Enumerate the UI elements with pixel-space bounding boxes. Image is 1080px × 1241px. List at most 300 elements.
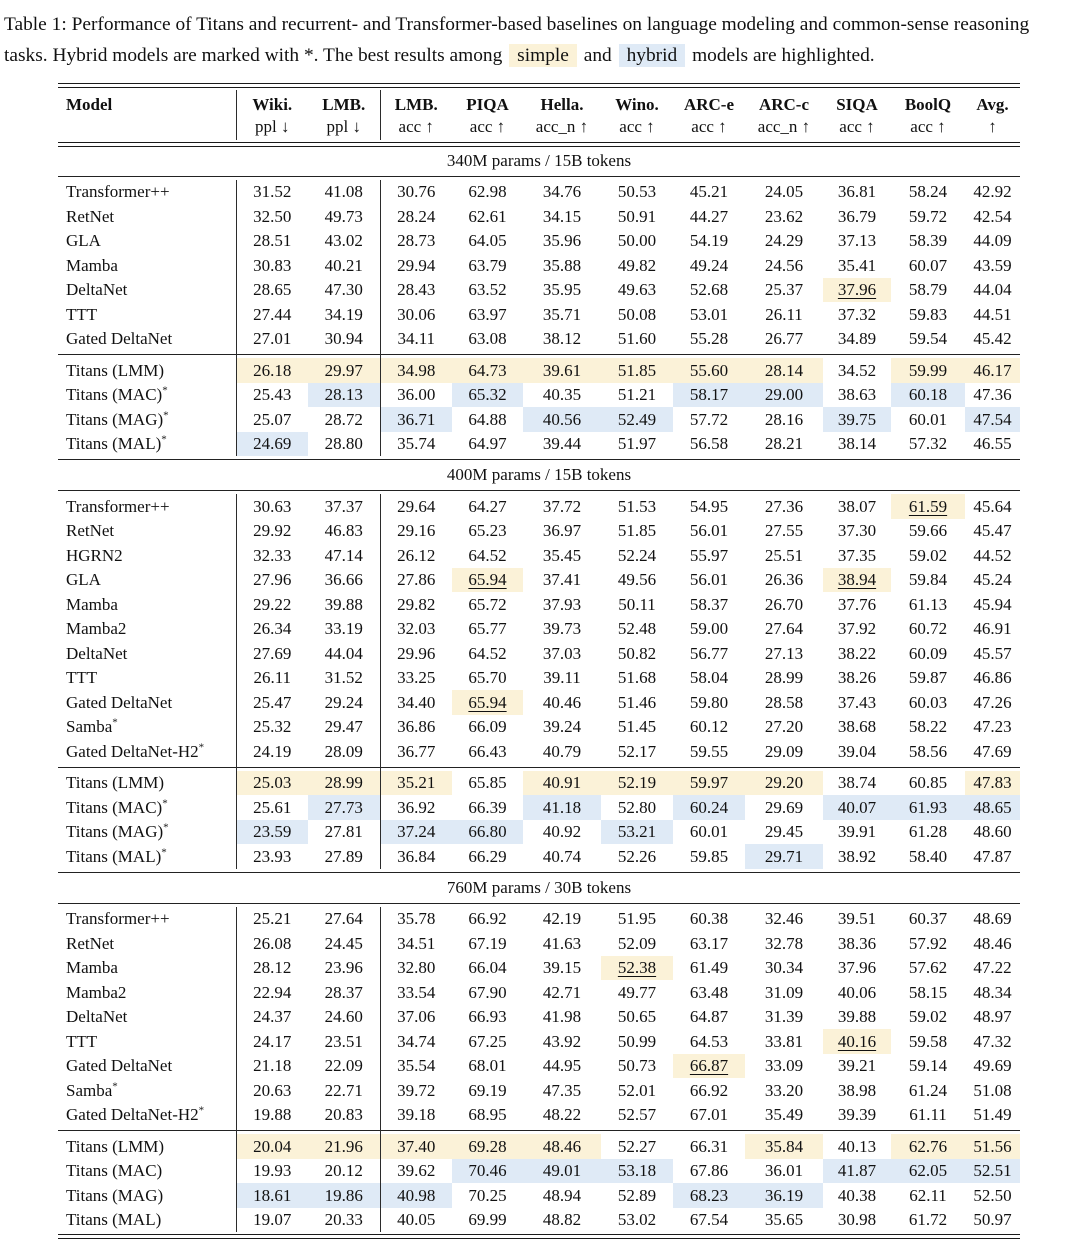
cell-arcc_accn: 29.09: [764, 741, 804, 761]
cell-wiki_ppl: 23.59: [236, 820, 308, 845]
cell-lmb_ppl: 44.04: [324, 643, 363, 663]
cell-arce_acc: 60.24: [673, 795, 745, 820]
cell-siqa_acc: 37.32: [837, 304, 877, 324]
cell-lmb_ppl: 20.33: [324, 1210, 363, 1230]
header-row-sub: [58, 116, 1020, 140]
table-row: [58, 327, 1020, 352]
cell-piqa_acc: 66.93: [468, 1007, 507, 1027]
cell-siqa_acc: 38.68: [837, 717, 877, 737]
model-name: Titans (MAG)*: [66, 408, 169, 429]
cell-arce_acc: 64.87: [689, 1007, 729, 1027]
cell-wino_acc: 52.57: [617, 1105, 657, 1125]
cell-wino_acc: 51.97: [617, 434, 657, 454]
cell-piqa_acc: 65.94: [452, 568, 523, 593]
cell-lmb_ppl: 23.51: [324, 1031, 363, 1051]
caption-text-tail: models are highlighted.: [687, 45, 875, 67]
cell-wino_acc: 52.09: [617, 933, 657, 953]
cell-piqa_acc: 66.09: [468, 717, 507, 737]
cell-wiki_ppl: 26.08: [236, 931, 308, 956]
cell-siqa_acc: 37.96: [837, 958, 877, 978]
cell-avg: 49.69: [973, 1056, 1012, 1076]
cell-siqa_acc: 37.13: [837, 231, 877, 251]
cell-wino_acc: 50.00: [617, 231, 657, 251]
rule-line: [237, 354, 380, 355]
cell-siqa_acc: 39.21: [837, 1056, 877, 1076]
cell-arcc_accn: 35.65: [764, 1210, 804, 1230]
cell-arce_acc: 58.17: [673, 383, 745, 408]
cell-arce_acc: 58.04: [689, 668, 729, 688]
column-subheader-lmb_acc: acc ↑: [380, 116, 452, 140]
cell-arcc_accn: 28.21: [764, 434, 804, 454]
table-row: [58, 690, 1020, 715]
cell-avg: 44.04: [973, 280, 1012, 300]
cell-arcc_accn: 28.16: [764, 409, 804, 429]
cell-lmb_acc: 33.54: [380, 980, 452, 1005]
cell-wiki_ppl: 25.32: [236, 715, 308, 740]
cell-siqa_acc: 39.04: [837, 741, 877, 761]
cell-wiki_ppl: 32.33: [236, 543, 308, 568]
asterisk-marker: *: [162, 796, 168, 809]
table-row: [58, 180, 1020, 205]
cell-avg: 47.22: [973, 958, 1012, 978]
model-name: Transformer++: [66, 496, 170, 516]
horizontal-rule: [58, 487, 1020, 494]
cell-piqa_acc: 64.27: [468, 496, 507, 516]
cell-wiki_ppl: 27.01: [236, 327, 308, 352]
cell-lmb_acc: 35.54: [380, 1054, 452, 1079]
cell-avg: 47.69: [973, 741, 1012, 761]
cell-wino_acc: 53.02: [617, 1210, 657, 1230]
horizontal-rule: [58, 351, 236, 358]
rule-line: [381, 767, 1021, 768]
cell-boolq_acc: 58.15: [908, 982, 948, 1002]
cell-lmb_acc: 30.76: [380, 180, 452, 205]
cell-lmb_ppl: 29.97: [308, 358, 380, 383]
cell-arce_acc: 54.19: [689, 231, 729, 251]
cell-lmb_acc: 36.84: [380, 844, 452, 869]
cell-arce_acc: 56.01: [689, 521, 729, 541]
cell-boolq_acc: 61.13: [908, 594, 948, 614]
cell-wino_acc: 50.73: [617, 1056, 657, 1076]
cell-avg: 47.36: [973, 385, 1012, 405]
results-table: [58, 81, 1020, 1241]
column-header-arcc_accn: ARC-c: [758, 95, 810, 115]
cell-avg: 42.92: [973, 182, 1012, 202]
cell-lmb_ppl: 34.19: [324, 304, 363, 324]
cell-boolq_acc: 59.99: [891, 358, 965, 383]
cell-wino_acc: 51.95: [617, 909, 657, 929]
cell-boolq_acc: 59.02: [908, 1007, 948, 1027]
cell-siqa_acc: 38.07: [837, 496, 877, 516]
cell-arce_acc: 45.21: [689, 182, 729, 202]
cell-boolq_acc: 59.72: [908, 206, 948, 226]
cell-piqa_acc: 62.98: [468, 182, 507, 202]
cell-lmb_acc: 34.40: [380, 690, 452, 715]
cell-wino_acc: 51.45: [617, 717, 657, 737]
table-row: [58, 617, 1020, 642]
cell-hella_accn: 39.61: [523, 358, 601, 383]
cell-siqa_acc: 38.63: [837, 385, 877, 405]
cell-arce_acc: 54.95: [689, 496, 729, 516]
model-name: TTT: [66, 304, 98, 324]
cell-wiki_ppl: 26.18: [236, 358, 308, 383]
horizontal-rule: [380, 1127, 1020, 1134]
cell-lmb_ppl: 33.19: [324, 619, 363, 639]
column-subheader-model: [58, 116, 236, 140]
cell-arce_acc: 61.49: [689, 958, 729, 978]
cell-lmb_acc: 40.98: [380, 1183, 452, 1208]
rule-row: [58, 487, 1020, 494]
cell-avg: 46.17: [965, 358, 1020, 383]
cell-lmb_acc: 28.24: [380, 204, 452, 229]
cell-boolq_acc: 60.85: [908, 773, 948, 793]
cell-siqa_acc: 30.98: [837, 1210, 877, 1230]
cell-lmb_ppl: 23.96: [324, 958, 363, 978]
column-subheader-boolq_acc: acc ↑: [910, 116, 946, 136]
cell-arce_acc: 55.97: [689, 545, 729, 565]
horizontal-rule: [58, 1127, 236, 1134]
cell-lmb_acc: 28.43: [380, 278, 452, 303]
cell-arce_acc: 59.80: [689, 692, 729, 712]
cell-lmb_acc: 35.78: [380, 907, 452, 932]
cell-wino_acc: 51.85: [601, 358, 673, 383]
column-subheader-wino_acc: acc ↑: [619, 116, 655, 136]
cell-lmb_acc: 34.11: [380, 327, 452, 352]
cell-arcc_accn: 29.45: [764, 822, 804, 842]
cell-arce_acc: 60.38: [689, 909, 729, 929]
cell-siqa_acc: 40.06: [837, 982, 877, 1002]
model-name: Gated DeltaNet: [66, 329, 173, 349]
table-row: [58, 358, 1020, 383]
model-name: TTT: [66, 1031, 98, 1051]
column-header-arce_acc: ARC-e: [683, 95, 735, 115]
cell-hella_accn: 43.92: [542, 1031, 582, 1051]
cell-lmb_ppl: 27.73: [308, 795, 380, 820]
cell-arce_acc: 53.01: [689, 304, 729, 324]
cell-arcc_accn: 24.29: [764, 231, 804, 251]
cell-siqa_acc: 38.74: [837, 773, 877, 793]
column-subheader-arce_acc: acc ↑: [691, 116, 727, 136]
cell-piqa_acc: 67.19: [468, 933, 507, 953]
cell-siqa_acc: 40.16: [823, 1029, 891, 1054]
cell-arcc_accn: 27.13: [764, 643, 804, 663]
cell-lmb_ppl: 28.72: [324, 409, 363, 429]
cell-arcc_accn: 31.09: [764, 982, 804, 1002]
table-row: [58, 666, 1020, 691]
cell-arce_acc: 55.28: [689, 329, 729, 349]
cell-boolq_acc: 60.07: [908, 255, 948, 275]
table-row: [58, 641, 1020, 666]
cell-wiki_ppl: 26.34: [236, 617, 308, 642]
cell-wiki_ppl: 27.44: [236, 302, 308, 327]
cell-piqa_acc: 65.70: [468, 668, 507, 688]
cell-hella_accn: 39.11: [543, 668, 581, 688]
cell-piqa_acc: 64.05: [468, 231, 507, 251]
table-row: [58, 795, 1020, 820]
cell-siqa_acc: 40.38: [837, 1185, 877, 1205]
cell-piqa_acc: 69.19: [468, 1080, 507, 1100]
cell-siqa_acc: 39.88: [837, 1007, 877, 1027]
cell-boolq_acc: 58.79: [908, 280, 948, 300]
cell-boolq_acc: 57.92: [908, 933, 948, 953]
cell-wiki_ppl: 25.43: [236, 383, 308, 408]
cell-boolq_acc: 60.03: [908, 692, 948, 712]
cell-avg: 51.08: [973, 1080, 1012, 1100]
cell-hella_accn: 48.22: [542, 1105, 582, 1125]
model-name: Titans (LMM): [66, 773, 165, 793]
table-row: [58, 1029, 1020, 1054]
cell-lmb_ppl: 29.24: [324, 692, 363, 712]
cell-avg: 48.69: [973, 909, 1012, 929]
cell-lmb_ppl: 43.02: [324, 231, 363, 251]
cell-wiki_ppl: 25.61: [236, 795, 308, 820]
horizontal-rule: [58, 81, 1020, 90]
cell-wino_acc: 50.08: [617, 304, 657, 324]
results-table-container: [0, 81, 1080, 1241]
cell-boolq_acc: 62.11: [909, 1185, 947, 1205]
simple-highlight: simple: [509, 44, 577, 67]
cell-siqa_acc: 37.96: [823, 278, 891, 303]
cell-wiki_ppl: 21.18: [236, 1054, 308, 1079]
cell-lmb_acc: 37.06: [380, 1005, 452, 1030]
cell-lmb_acc: 39.72: [380, 1078, 452, 1103]
cell-lmb_acc: 36.71: [380, 407, 452, 432]
model-name: Titans (MAL): [66, 1210, 162, 1230]
cell-hella_accn: 35.95: [542, 280, 582, 300]
cell-arce_acc: 60.01: [689, 822, 729, 842]
cell-lmb_acc: 32.03: [380, 617, 452, 642]
cell-piqa_acc: 66.04: [468, 958, 507, 978]
cell-siqa_acc: 37.92: [837, 619, 877, 639]
model-name: Titans (MAG)*: [66, 821, 169, 842]
cell-siqa_acc: 38.92: [837, 846, 877, 866]
model-name: Samba*: [66, 1079, 118, 1100]
cell-arcc_accn: 28.58: [764, 692, 804, 712]
hybrid-highlight: hybrid: [619, 44, 686, 67]
cell-lmb_ppl: 27.81: [324, 822, 363, 842]
cell-hella_accn: 40.46: [542, 692, 582, 712]
section-header-label: 760M params / 30B tokens: [446, 877, 632, 897]
model-name: TTT: [66, 668, 98, 688]
cell-arce_acc: 68.23: [673, 1183, 745, 1208]
cell-arcc_accn: 33.81: [764, 1031, 804, 1051]
column-subheader-piqa_acc: acc ↑: [469, 116, 506, 136]
rule-line: [58, 1130, 236, 1131]
cell-hella_accn: 41.63: [542, 933, 582, 953]
rule-line: [58, 142, 1020, 147]
rule-line: [58, 903, 1020, 904]
cell-lmb_ppl: 20.83: [324, 1105, 363, 1125]
model-name: Titans (MAL)*: [66, 845, 167, 866]
cell-piqa_acc: 65.32: [452, 383, 523, 408]
cell-hella_accn: 35.45: [542, 545, 582, 565]
column-header-wino_acc: Wino.: [615, 95, 659, 115]
model-name: DeltaNet: [66, 643, 128, 663]
header-row-top: [58, 90, 1020, 116]
cell-wiki_ppl: 19.88: [236, 1103, 308, 1128]
cell-boolq_acc: 60.01: [908, 409, 948, 429]
cell-wiki_ppl: 30.63: [236, 494, 308, 519]
cell-arce_acc: 55.60: [673, 358, 745, 383]
cell-lmb_acc: 33.25: [380, 666, 452, 691]
cell-wino_acc: 52.49: [601, 407, 673, 432]
table-row: [58, 543, 1020, 568]
table-row: [58, 820, 1020, 845]
cell-wiki_ppl: 24.69: [236, 432, 308, 457]
cell-wino_acc: 52.48: [617, 619, 657, 639]
cell-boolq_acc: 61.93: [891, 795, 965, 820]
cell-lmb_ppl: 27.64: [324, 909, 363, 929]
column-header-hella_accn: Hella.: [540, 95, 584, 115]
cell-boolq_acc: 59.14: [908, 1056, 948, 1076]
cell-lmb_acc: 29.16: [380, 519, 452, 544]
cell-boolq_acc: 61.28: [908, 822, 948, 842]
cell-lmb_acc: 36.92: [380, 795, 452, 820]
rule-line: [58, 83, 1020, 88]
cell-avg: 51.49: [973, 1105, 1012, 1125]
cell-arcc_accn: 33.20: [764, 1080, 804, 1100]
model-name: Titans (MAC)*: [66, 384, 168, 405]
cell-lmb_ppl: 28.37: [324, 982, 363, 1002]
column-subheader-avg: ↑: [988, 116, 997, 136]
cell-hella_accn: 38.12: [542, 329, 582, 349]
horizontal-rule: [58, 764, 236, 771]
cell-arce_acc: 64.53: [689, 1031, 729, 1051]
cell-avg: 44.52: [973, 545, 1012, 565]
cell-avg: 48.60: [973, 822, 1012, 842]
cell-wiki_ppl: 25.21: [236, 907, 308, 932]
column-header-boolq_acc: BoolQ: [904, 95, 952, 115]
cell-arce_acc: 67.86: [689, 1161, 729, 1181]
cell-lmb_ppl: 24.60: [324, 1007, 363, 1027]
cell-wino_acc: 52.17: [617, 741, 657, 761]
table-row: [58, 253, 1020, 278]
column-header-lmb_ppl: LMB.: [322, 95, 366, 115]
column-header-piqa_acc: PIQA: [466, 95, 509, 115]
cell-piqa_acc: 63.79: [468, 255, 507, 275]
cell-wiki_ppl: 29.22: [236, 592, 308, 617]
table-row: [58, 1183, 1020, 1208]
cell-lmb_acc: 36.86: [380, 715, 452, 740]
cell-wiki_ppl: 25.03: [236, 771, 308, 796]
asterisk-marker: *: [163, 821, 169, 834]
cell-lmb_ppl: 41.08: [324, 182, 363, 202]
cell-arcc_accn: 24.56: [764, 255, 804, 275]
cell-lmb_ppl: 21.96: [308, 1134, 380, 1159]
cell-siqa_acc: 39.91: [837, 822, 877, 842]
model-name: DeltaNet: [66, 280, 128, 300]
cell-avg: 45.47: [973, 521, 1012, 541]
cell-siqa_acc: 40.07: [823, 795, 891, 820]
rule-row: [58, 173, 1020, 180]
cell-piqa_acc: 68.01: [468, 1056, 507, 1076]
cell-hella_accn: 41.98: [542, 1007, 582, 1027]
horizontal-rule: [236, 1127, 380, 1134]
rule-line: [58, 872, 1020, 873]
cell-wiki_ppl: 23.93: [236, 844, 308, 869]
cell-siqa_acc: 38.36: [837, 933, 877, 953]
cell-wiki_ppl: 24.19: [236, 739, 308, 764]
cell-wino_acc: 49.77: [617, 982, 657, 1002]
cell-lmb_acc: 35.21: [380, 771, 452, 796]
cell-piqa_acc: 64.52: [468, 643, 507, 663]
cell-wiki_ppl: 30.83: [236, 253, 308, 278]
cell-hella_accn: 37.03: [542, 643, 582, 663]
cell-wiki_ppl: 20.63: [236, 1078, 308, 1103]
table-row: [58, 739, 1020, 764]
cell-wino_acc: 52.80: [617, 797, 657, 817]
cell-lmb_acc: 30.06: [380, 302, 452, 327]
cell-arcc_accn: 26.77: [764, 329, 804, 349]
table-row: [58, 204, 1020, 229]
cell-wino_acc: 52.24: [617, 545, 657, 565]
model-name: Mamba: [66, 594, 118, 614]
cell-lmb_ppl: 40.21: [324, 255, 363, 275]
cell-arce_acc: 60.12: [689, 717, 729, 737]
cell-lmb_ppl: 30.94: [324, 329, 363, 349]
cell-arce_acc: 49.24: [689, 255, 729, 275]
cell-arcc_accn: 26.36: [764, 570, 804, 590]
cell-wino_acc: 52.26: [617, 846, 657, 866]
cell-siqa_acc: 39.51: [837, 909, 877, 929]
cell-hella_accn: 36.97: [542, 521, 582, 541]
column-header-siqa_acc: SIQA: [836, 95, 878, 115]
column-header-wiki_ppl: Wiki.: [236, 90, 308, 116]
cell-hella_accn: 37.41: [542, 570, 582, 590]
cell-wiki_ppl: 22.94: [236, 980, 308, 1005]
cell-hella_accn: 49.01: [523, 1159, 601, 1184]
model-name: Titans (MAG): [66, 1185, 164, 1205]
cell-lmb_acc: 29.64: [380, 494, 452, 519]
cell-wino_acc: 50.53: [617, 182, 657, 202]
table-caption: [0, 0, 1080, 71]
cell-arce_acc: 63.48: [689, 982, 729, 1002]
cell-wino_acc: 52.38: [601, 956, 673, 981]
table-row: [58, 1054, 1020, 1079]
cell-wino_acc: 50.82: [617, 643, 657, 663]
table-row: [58, 1134, 1020, 1159]
cell-boolq_acc: 58.39: [908, 231, 948, 251]
cell-siqa_acc: 41.87: [823, 1159, 891, 1184]
cell-siqa_acc: 34.89: [837, 329, 877, 349]
cell-lmb_acc: 26.12: [380, 543, 452, 568]
cell-piqa_acc: 66.80: [452, 820, 523, 845]
model-name: Gated DeltaNet-H2*: [66, 740, 205, 761]
cell-avg: 48.97: [973, 1007, 1012, 1027]
cell-hella_accn: 39.44: [542, 434, 582, 454]
cell-boolq_acc: 62.05: [891, 1159, 965, 1184]
cell-avg: 45.94: [973, 594, 1012, 614]
cell-lmb_ppl: 46.83: [324, 521, 363, 541]
cell-siqa_acc: 38.94: [823, 568, 891, 593]
rule-row: [58, 351, 1020, 358]
cell-hella_accn: 37.93: [542, 594, 582, 614]
cell-wiki_ppl: 27.69: [236, 641, 308, 666]
cell-lmb_acc: 29.96: [380, 641, 452, 666]
section-header: [58, 876, 1020, 900]
cell-arce_acc: 59.55: [689, 741, 729, 761]
cell-arcc_accn: 23.62: [764, 206, 804, 226]
cell-piqa_acc: 70.25: [468, 1185, 507, 1205]
cell-avg: 42.54: [973, 206, 1012, 226]
cell-lmb_acc: 27.86: [380, 568, 452, 593]
cell-wino_acc: 50.11: [618, 594, 656, 614]
rule-row: [58, 140, 1020, 149]
model-name: RetNet: [66, 521, 115, 541]
cell-arce_acc: 56.77: [689, 643, 729, 663]
rule-row: [58, 456, 1020, 463]
cell-lmb_ppl: 28.99: [308, 771, 380, 796]
